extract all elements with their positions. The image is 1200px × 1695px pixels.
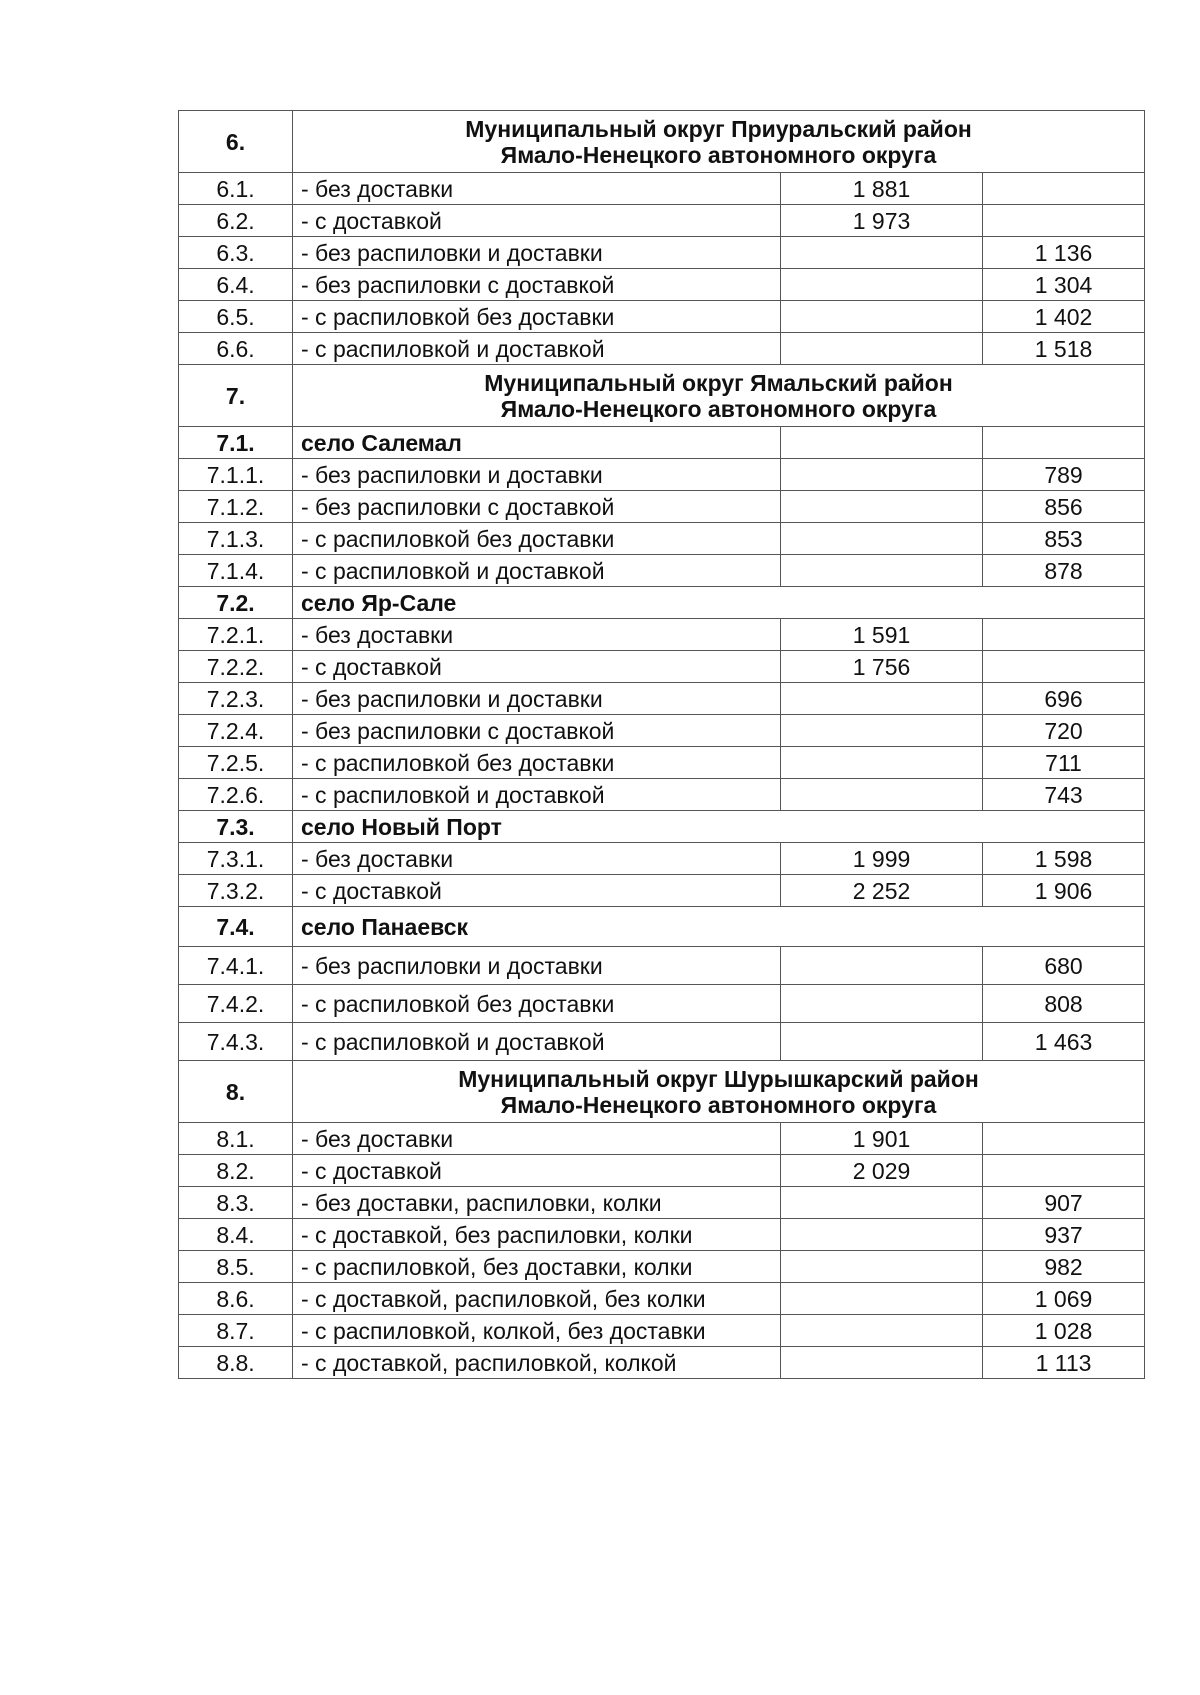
price-value-2: 1 906 — [983, 875, 1145, 907]
item-description: - с распиловкой, без доставки, колки — [293, 1251, 781, 1283]
price-value-1: 1 756 — [781, 651, 983, 683]
item-number: 7.4.1. — [179, 947, 293, 985]
price-row — [179, 875, 1145, 907]
price-value-2: 1 518 — [983, 333, 1145, 365]
item-number: 7.1.1. — [179, 459, 293, 491]
price-value-2 — [983, 205, 1145, 237]
item-number: 8.1. — [179, 1123, 293, 1155]
price-row — [179, 173, 1145, 205]
price-value-2: 711 — [983, 747, 1145, 779]
price-row — [179, 523, 1145, 555]
settlement-name: село Панаевск — [293, 907, 1145, 947]
price-value-1 — [781, 1283, 983, 1315]
item-number: 8.5. — [179, 1251, 293, 1283]
item-description: - с доставкой, без распиловки, колки — [293, 1219, 781, 1251]
price-row — [179, 715, 1145, 747]
section-title-line: Муниципальный округ Ямальский район — [484, 369, 953, 396]
price-row — [179, 947, 1145, 985]
price-value-2: 1 304 — [983, 269, 1145, 301]
settlement-number: 7.4. — [179, 907, 293, 947]
item-number: 6.3. — [179, 237, 293, 269]
item-description: - с распиловкой без доставки — [293, 747, 781, 779]
price-value-2: 1 598 — [983, 843, 1145, 875]
price-row — [179, 1283, 1145, 1315]
price-value-2: 789 — [983, 459, 1145, 491]
section-number: 6. — [179, 111, 293, 173]
section-title-line: Муниципальный округ Шурышкарский район — [458, 1065, 979, 1092]
item-description: - с доставкой — [293, 1155, 781, 1187]
section-title — [293, 1061, 1145, 1123]
price-value-1: 1 999 — [781, 843, 983, 875]
price-value-1 — [781, 333, 983, 365]
price-value-1 — [781, 459, 983, 491]
price-row — [179, 1023, 1145, 1061]
item-description: - с доставкой — [293, 875, 781, 907]
price-row — [179, 1123, 1145, 1155]
settlement-name: село Яр-Сале — [293, 587, 1145, 619]
item-number: 6.5. — [179, 301, 293, 333]
price-value-2: 1 463 — [983, 1023, 1145, 1061]
item-description: - без доставки, распиловки, колки — [293, 1187, 781, 1219]
price-row — [179, 301, 1145, 333]
price-value-2: 1 402 — [983, 301, 1145, 333]
item-description: - с распиловкой без доставки — [293, 301, 781, 333]
section-number: 7. — [179, 365, 293, 427]
price-row — [179, 237, 1145, 269]
item-description: - с доставкой — [293, 651, 781, 683]
price-row — [179, 1219, 1145, 1251]
section-number: 8. — [179, 1061, 293, 1123]
empty-cell — [781, 427, 983, 459]
price-value-2 — [983, 1155, 1145, 1187]
item-description: - без доставки — [293, 843, 781, 875]
price-row — [179, 333, 1145, 365]
price-value-1: 2 029 — [781, 1155, 983, 1187]
settlement-name: село Салемал — [293, 427, 781, 459]
item-description: - с доставкой, распиловкой, колкой — [293, 1347, 781, 1379]
price-table-body — [179, 111, 1145, 1379]
price-value-1 — [781, 1251, 983, 1283]
price-value-1: 1 973 — [781, 205, 983, 237]
settlement-number: 7.2. — [179, 587, 293, 619]
price-value-1 — [781, 301, 983, 333]
item-number: 7.4.2. — [179, 985, 293, 1023]
section-title-line: Ямало-Ненецкого автономного округа — [500, 1091, 937, 1118]
price-value-2: 720 — [983, 715, 1145, 747]
price-value-1 — [781, 715, 983, 747]
item-description: - без распиловки с доставкой — [293, 269, 781, 301]
price-value-2: 982 — [983, 1251, 1145, 1283]
item-number: 7.2.1. — [179, 619, 293, 651]
settlement-name: село Новый Порт — [293, 811, 1145, 843]
price-value-1 — [781, 947, 983, 985]
price-row — [179, 779, 1145, 811]
price-row — [179, 1187, 1145, 1219]
price-value-2: 907 — [983, 1187, 1145, 1219]
settlement-row — [179, 427, 1145, 459]
item-number: 8.7. — [179, 1315, 293, 1347]
item-description: - без распиловки и доставки — [293, 237, 781, 269]
price-row — [179, 555, 1145, 587]
price-row — [179, 269, 1145, 301]
price-value-2: 853 — [983, 523, 1145, 555]
price-value-2: 1 069 — [983, 1283, 1145, 1315]
price-value-1 — [781, 555, 983, 587]
price-value-1: 1 591 — [781, 619, 983, 651]
price-value-1 — [781, 1023, 983, 1061]
item-number: 8.3. — [179, 1187, 293, 1219]
price-row — [179, 747, 1145, 779]
price-value-1 — [781, 237, 983, 269]
price-value-2: 680 — [983, 947, 1145, 985]
item-number: 7.1.3. — [179, 523, 293, 555]
empty-cell — [983, 427, 1145, 459]
price-value-1 — [781, 683, 983, 715]
price-row — [179, 619, 1145, 651]
price-value-2 — [983, 619, 1145, 651]
item-number: 6.1. — [179, 173, 293, 205]
price-value-2: 696 — [983, 683, 1145, 715]
price-row — [179, 683, 1145, 715]
price-row — [179, 1155, 1145, 1187]
item-number: 7.2.3. — [179, 683, 293, 715]
price-value-1 — [781, 269, 983, 301]
settlement-number: 7.3. — [179, 811, 293, 843]
item-description: - с доставкой — [293, 205, 781, 237]
item-number: 8.6. — [179, 1283, 293, 1315]
price-value-2: 1 113 — [983, 1347, 1145, 1379]
section-title-line: Ямало-Ненецкого автономного округа — [500, 395, 937, 422]
price-value-1 — [781, 491, 983, 523]
price-value-1 — [781, 779, 983, 811]
item-number: 8.4. — [179, 1219, 293, 1251]
price-value-2 — [983, 651, 1145, 683]
item-description: - без доставки — [293, 1123, 781, 1155]
item-description: - без распиловки с доставкой — [293, 715, 781, 747]
settlement-number: 7.1. — [179, 427, 293, 459]
item-number: 6.4. — [179, 269, 293, 301]
item-description: - без доставки — [293, 173, 781, 205]
price-value-2: 878 — [983, 555, 1145, 587]
price-value-2: 937 — [983, 1219, 1145, 1251]
item-number: 8.8. — [179, 1347, 293, 1379]
section-title-line: Ямало-Ненецкого автономного округа — [500, 141, 937, 168]
price-value-1 — [781, 1187, 983, 1219]
price-value-1 — [781, 523, 983, 555]
price-value-1 — [781, 1347, 983, 1379]
settlement-row — [179, 907, 1145, 947]
price-row — [179, 843, 1145, 875]
section-heading-row — [179, 365, 1145, 427]
section-title — [293, 111, 1145, 173]
price-value-2 — [983, 173, 1145, 205]
price-value-2: 856 — [983, 491, 1145, 523]
price-value-2 — [983, 1123, 1145, 1155]
item-number: 7.3.1. — [179, 843, 293, 875]
price-row — [179, 459, 1145, 491]
item-description: - без доставки — [293, 619, 781, 651]
item-number: 8.2. — [179, 1155, 293, 1187]
item-number: 7.4.3. — [179, 1023, 293, 1061]
item-number: 7.2.4. — [179, 715, 293, 747]
price-value-1 — [781, 1315, 983, 1347]
section-title — [293, 365, 1145, 427]
section-title-line: Муниципальный округ Приуральский район — [465, 115, 972, 142]
item-description: - без распиловки и доставки — [293, 947, 781, 985]
item-description: - без распиловки с доставкой — [293, 491, 781, 523]
price-row — [179, 1347, 1145, 1379]
item-description: - с распиловкой и доставкой — [293, 333, 781, 365]
item-number: 7.1.4. — [179, 555, 293, 587]
price-value-2: 808 — [983, 985, 1145, 1023]
item-number: 7.2.5. — [179, 747, 293, 779]
section-heading-row — [179, 1061, 1145, 1123]
price-row — [179, 1315, 1145, 1347]
price-value-1: 2 252 — [781, 875, 983, 907]
item-number: 7.2.6. — [179, 779, 293, 811]
settlement-row — [179, 811, 1145, 843]
price-value-1 — [781, 985, 983, 1023]
price-table — [178, 110, 1145, 1379]
section-heading-row — [179, 111, 1145, 173]
price-value-1 — [781, 747, 983, 779]
price-value-1: 1 901 — [781, 1123, 983, 1155]
price-value-2: 1 028 — [983, 1315, 1145, 1347]
settlement-row — [179, 587, 1145, 619]
item-number: 6.6. — [179, 333, 293, 365]
item-description: - с распиловкой и доставкой — [293, 779, 781, 811]
item-description: - с распиловкой, колкой, без доставки — [293, 1315, 781, 1347]
price-row — [179, 491, 1145, 523]
item-description: - с распиловкой без доставки — [293, 985, 781, 1023]
item-description: - без распиловки и доставки — [293, 683, 781, 715]
price-value-2: 743 — [983, 779, 1145, 811]
price-row — [179, 205, 1145, 237]
price-row — [179, 985, 1145, 1023]
price-value-1 — [781, 1219, 983, 1251]
item-description: - с распиловкой и доставкой — [293, 555, 781, 587]
item-number: 6.2. — [179, 205, 293, 237]
item-description: - с доставкой, распиловкой, без колки — [293, 1283, 781, 1315]
price-value-1: 1 881 — [781, 173, 983, 205]
item-number: 7.1.2. — [179, 491, 293, 523]
item-description: - без распиловки и доставки — [293, 459, 781, 491]
item-description: - с распиловкой без доставки — [293, 523, 781, 555]
price-row — [179, 651, 1145, 683]
item-number: 7.2.2. — [179, 651, 293, 683]
item-number: 7.3.2. — [179, 875, 293, 907]
price-value-2: 1 136 — [983, 237, 1145, 269]
price-row — [179, 1251, 1145, 1283]
item-description: - с распиловкой и доставкой — [293, 1023, 781, 1061]
